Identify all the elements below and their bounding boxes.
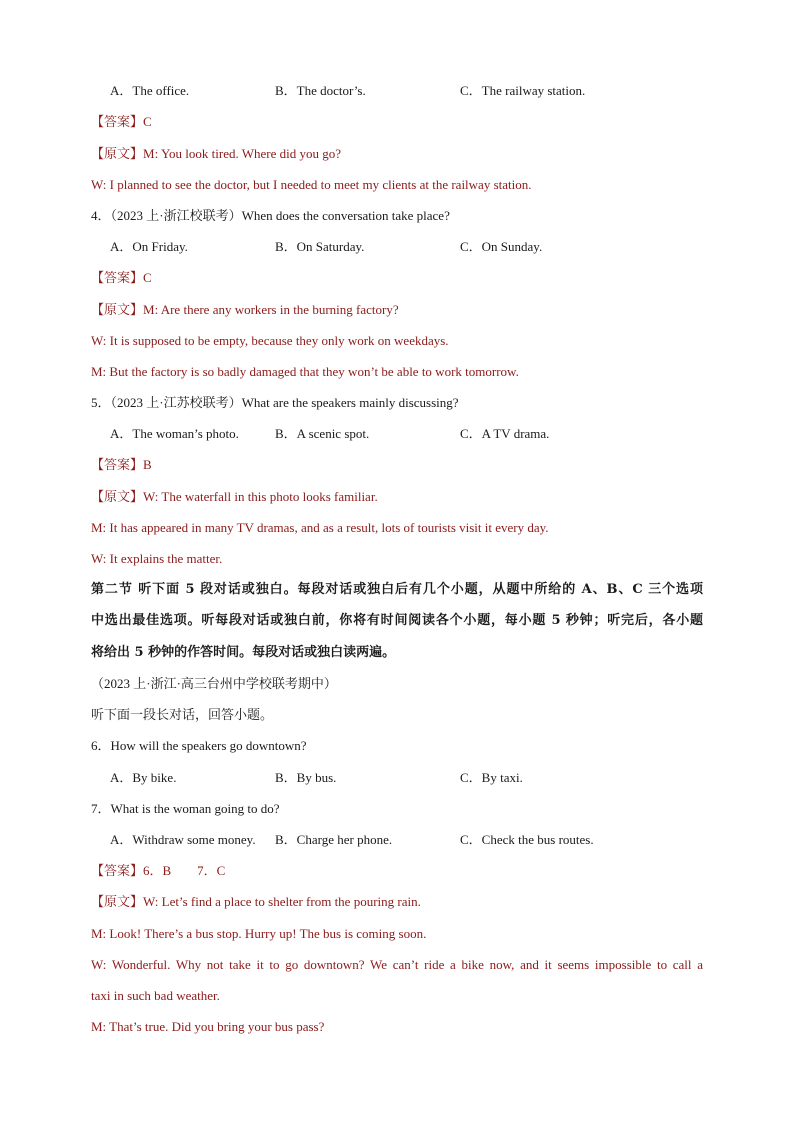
q4-answer xyxy=(91,269,152,287)
q4-option-b: B．On Saturday. xyxy=(275,239,365,254)
answer-value: C xyxy=(143,114,152,129)
q67-transcript-3b: taxi in such bad weather. xyxy=(91,988,220,1003)
q6-option-a: A．By bike. xyxy=(110,770,177,785)
q4-question: 4．（2023 上·浙江校联考）When does the conversation take place? xyxy=(91,208,450,223)
q4-option-a: A．On Friday. xyxy=(110,239,188,254)
answer-label: 【答案】 xyxy=(91,114,144,129)
q7-question: 7．What is the woman going to do? xyxy=(91,801,280,816)
transcript-label: 【原文】 xyxy=(91,489,144,504)
q4-transcript-2: W: It is supposed to be empty, because they only work on weekdays. xyxy=(91,333,449,348)
section2-line-2: 中选出最佳选项。听每段对话或独白前，你将有时间阅读各个小题，每小题 5 秒钟；听完后，各小题 xyxy=(91,613,703,628)
transcript-label: 【原文】 xyxy=(91,302,144,317)
q4-transcript-3: M: But the factory is so badly damaged that they won’t be able to work tomorrow. xyxy=(91,364,519,379)
q67-transcript-2: M: Look! There’s a bus stop. Hurry up! The bus is coming soon. xyxy=(91,926,427,941)
q5-transcript-3: W: It explains the matter. xyxy=(91,551,223,566)
transcript-text: M: Are there any workers in the burning factory? xyxy=(143,302,399,317)
q3-option-b: B．The doctor’s. xyxy=(275,83,366,98)
transcript-label: 【原文】 xyxy=(91,894,144,909)
section2-line-3: 将给出 5 秒钟的作答时间。每段对话或独白读两遍。 xyxy=(91,645,396,660)
q4-transcript-1 xyxy=(91,301,399,319)
section2-source: （2023 上·浙江·高三台州中学校联考期中） xyxy=(91,676,337,691)
q67-transcript-3a: W: Wonderful. Why not take it to go downtown? We can’t ride a bike now, and it seems impossible to call a xyxy=(91,957,703,972)
answer-label: 【答案】 xyxy=(91,270,144,285)
answer-value: B xyxy=(143,457,152,472)
q3-transcript-1 xyxy=(91,145,341,163)
answer-value: 6．B 7．C xyxy=(143,863,226,878)
q67-transcript-4: M: That’s true. Did you bring your bus pass? xyxy=(91,1019,325,1034)
q6-question: 6．How will the speakers go downtown? xyxy=(91,738,307,753)
answer-label: 【答案】 xyxy=(91,863,144,878)
q7-option-a: A．Withdraw some money. xyxy=(110,832,256,847)
q6-option-b: B．By bus. xyxy=(275,770,337,785)
section2-instruction: 听下面一段长对话，回答小题。 xyxy=(91,707,274,722)
q5-transcript-2: M: It has appeared in many TV dramas, and as a result, lots of tourists visit it every day. xyxy=(91,520,549,535)
answer-label: 【答案】 xyxy=(91,457,144,472)
q4-option-c: C．On Sunday. xyxy=(460,239,543,254)
section2-line-1: 第二节 听下面 5 段对话或独白。每段对话或独白后有几个小题，从题中所给的 A、B、C 三个选项 xyxy=(91,582,703,597)
q67-transcript-1 xyxy=(91,893,421,911)
q5-transcript-1 xyxy=(91,488,378,506)
q3-answer xyxy=(91,113,152,131)
q5-option-a: A．The woman’s photo. xyxy=(110,426,239,441)
q6-option-c: C．By taxi. xyxy=(460,770,523,785)
transcript-text: W: Let’s find a place to shelter from the pouring rain. xyxy=(143,894,421,909)
q3-transcript-2: W: I planned to see the doctor, but I needed to meet my clients at the railway station. xyxy=(91,177,532,192)
q3-option-a: A．The office. xyxy=(110,83,190,98)
transcript-text: W: The waterfall in this photo looks familiar. xyxy=(143,489,378,504)
q7-option-c: C．Check the bus routes. xyxy=(460,832,594,847)
transcript-label: 【原文】 xyxy=(91,146,144,161)
transcript-text: M: You look tired. Where did you go? xyxy=(143,146,342,161)
q5-question: 5．（2023 上·江苏校联考）What are the speakers mainly discussing? xyxy=(91,395,459,410)
q3-option-c: C．The railway station. xyxy=(460,83,586,98)
answer-value: C xyxy=(143,270,152,285)
q5-option-c: C．A TV drama. xyxy=(460,426,550,441)
q7-option-b: B．Charge her phone. xyxy=(275,832,393,847)
q5-option-b: B．A scenic spot. xyxy=(275,426,370,441)
q5-answer xyxy=(91,456,152,474)
q67-answer xyxy=(91,862,225,880)
